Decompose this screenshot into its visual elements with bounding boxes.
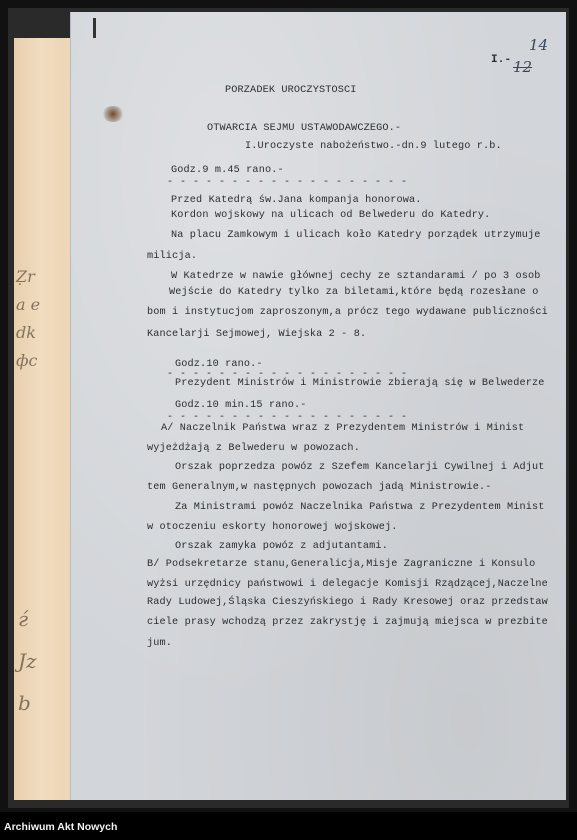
text-line: Przed Katedrą św.Jana kompanja honorowa. xyxy=(171,195,422,206)
underline-1: - - - - - - - - - - - - - - - - - - - xyxy=(167,177,408,188)
document-subtitle: OTWARCIA SEJMU USTAWODAWCZEGO.- xyxy=(207,123,402,134)
time-heading-1: Godz.9 m.45 rano.- xyxy=(171,165,284,176)
text-line: Wejście do Katedry tylko za biletami,które będą rozesłane o xyxy=(169,287,539,298)
margin-handwriting-lower: ѓ Jz b xyxy=(18,607,37,715)
time-heading-2: Godz.10 rano.- xyxy=(175,359,263,370)
text-line: Orszak poprzedza powóz z Szefem Kancelarji Cywilnej i Adjut xyxy=(175,462,545,473)
underline-2: - - - - - - - - - - - - - - - - - - - xyxy=(167,369,408,380)
text-line: A/ Naczelnik Państwa wraz z Prezydentem Ministrów i Minist xyxy=(161,423,525,434)
text-line: jum. xyxy=(147,638,173,649)
time-heading-3: Godz.10 min.15 rano.- xyxy=(175,400,307,411)
document-page xyxy=(70,12,566,800)
margin-handwriting: Ẓr a e dk фс xyxy=(16,267,41,370)
text-line: ciele prasy wchodzą przez zakrystję i zajmują miejsca w prezbite xyxy=(147,617,548,628)
text-line: Rady Ludowej,Śląska Cieszyńskiego i Rady Kresowej oraz przedstaw xyxy=(147,597,548,608)
text-line: Orszak zamyka powóz z adjutantami. xyxy=(175,541,388,552)
folio-number-top: 14 xyxy=(529,36,549,54)
text-line: B/ Podsekretarze stanu,Generalicja,Misje Zagraniczne i Konsulo xyxy=(147,559,536,570)
underline-3: - - - - - - - - - - - - - - - - - - - xyxy=(167,412,408,423)
section-marker: I.- xyxy=(491,54,512,66)
archive-name: Archiwum Akt Nowych xyxy=(4,821,118,833)
text-line: W Katedrze w nawie głównej cechy ze sztandarami / po 3 osob xyxy=(171,271,541,282)
text-line: Na placu Zamkowym i ulicach koło Katedry porządek utrzymuje xyxy=(171,230,541,241)
part-i-heading: I.Uroczyste nabożeństwo.-dn.9 lutego r.b. xyxy=(245,141,502,152)
text-line: Kordon wojskowy na ulicach od Belwederu do Katedry. xyxy=(171,210,491,221)
document-title: PORZADEK UROCZYSTOSCI xyxy=(225,85,357,96)
folio-number-bottom: 12 xyxy=(513,58,533,76)
text-line: Prezydent Ministrów i Ministrowie zbierają się w Belwederze xyxy=(175,378,545,389)
text-line: w otoczeniu eskorty honorowej wojskowej. xyxy=(147,522,398,533)
text-line: Kancelarji Sejmowej, Wiejska 2 - 8. xyxy=(147,329,367,340)
text-line: wyjeżdżają z Belwederu w powozach. xyxy=(147,443,360,454)
text-line: tem Generalnym,w następnych powozach jadą Ministrowie.- xyxy=(147,482,492,493)
ink-stain xyxy=(101,106,125,122)
text-line: bom i instytucjom zaproszonym,a prócz tego wydawane publiczności xyxy=(147,307,548,318)
text-line: milicja. xyxy=(147,251,198,262)
archive-footer xyxy=(0,812,577,840)
binding-mark xyxy=(93,18,96,38)
text-line: wyżsi urzędnicy państwowi i delegacje Komisji Rządzącej,Naczelne xyxy=(147,579,548,590)
text-line: Za Ministrami powóz Naczelnika Państwa z Prezydentem Minist xyxy=(175,502,545,513)
